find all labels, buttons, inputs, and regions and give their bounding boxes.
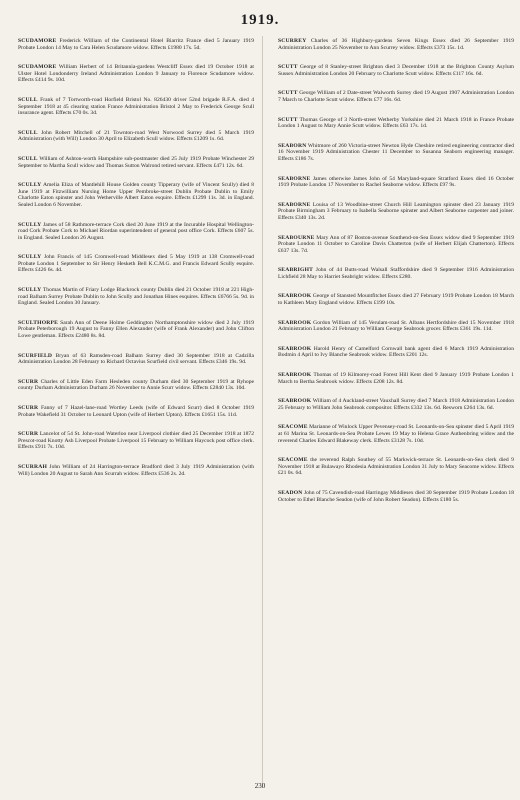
register-entry	[278, 372, 514, 385]
register-entry	[278, 398, 514, 411]
entry-surname: SCULLY	[18, 287, 42, 294]
entry-text: Louisa of 13 Woodbine-street Church Hill Leamington spinster died 23 January 1919 Probate Birmingham 3 February to Isabella Seaborne spinster and Albert Seaborne carpenter and joiner. Effects £340 13s. 2d.	[278, 201, 514, 221]
register-entry	[18, 464, 254, 477]
register-entry	[18, 320, 254, 340]
entry-text: the reverend Ralph Southey of 55 Markwick-terrace St. Leonards-on-Sea clerk died 9 November 1918 at Bulawayo Rhodesia Administration London 31 July to Mary Seacome widow. Effects £21 0s. 6d.	[278, 457, 514, 477]
register-entry	[18, 130, 254, 143]
register-entry	[18, 431, 254, 451]
entry-text: Bryan of 63 Ramsden-road Balham Surrey died 30 September 1918 at Cadzilla Administration London 28 February to Richard Octavius Scurfield civil servant. Effects £346 19s. 9d.	[18, 352, 255, 366]
register-entry	[278, 457, 514, 477]
register-entry	[18, 222, 254, 242]
entry-text: John of 75 Cavendish-road Harringay Middlesex died 30 September 1919 Probate London 18 October to Ethel Blanche Seadon (wife of John Robert Seadon). Effects £180 5s.	[278, 489, 514, 503]
entry-text: Whitmore of 260 Victoria-street Newton Hyde Cheshire retired engineering contractor died 16 November 1919 Administration Chester 11 December to Susanna Seaborn engineering manager. Effects £186 7s.	[278, 142, 514, 162]
register-entry	[18, 64, 254, 84]
entry-surname: SCURR	[18, 378, 39, 385]
entry-surname: SEACOME	[278, 457, 308, 464]
entry-text: Amelia Eliza of Mantlehill House Golden county Tipperary (wife of Vincent Scully) died 8 June 1919 at Fitzwilliam Nursing Home Upper Pembroke-street Dublin Probate Dublin to Emily Charlotte Eaton spinster and John Wetherville Albert Eaton esquire. Effects £1299 11s. 3d. in England. Sealed London 6 November.	[18, 182, 255, 208]
entry-text: William of 4 Auckland-street Vauxhall Surrey died 7 March 1918 Administration London 25 February to William John Seabrook compositor. Effects £332 13s. 6d. Resworn £264 13s. 6d.	[278, 398, 514, 411]
entry-text: Charles of 36 Highbury-gardens Seven Kings Essex died 26 September 1919 Administration London 25 November to Ann Scurrey widow. Effects £373 15s. 1d.	[278, 38, 514, 51]
entry-surname: SCUTT	[278, 64, 298, 71]
entry-text: George of Stansted Mountfitchet Essex died 27 February 1919 Probate London 18 March to Kathleen Mary England widow. Effects £199 10s.	[278, 293, 514, 307]
entry-surname: SCUTT	[278, 90, 298, 97]
entry-text: Gordon William of 145 Verulam-road St. Albans Hertfordshire died 15 November 1918 Administration London 21 February to William George Seabrook grocer. Effects £361 19s. 11d.	[278, 319, 514, 333]
entry-text: Thomas of 19 Kilmorey-road Forest Hill Kent died 9 January 1919 Probate London 1 March to Bertha Seabrook widow. Effects £208 12s. 8d.	[278, 372, 514, 385]
entry-surname: SEABROOK	[278, 293, 312, 300]
register-entry	[18, 156, 254, 169]
register-entry	[278, 38, 514, 51]
entry-text: Thomas Martin of Friary Lodge Blackrock county Dublin died 21 October 1918 at 221 High-road Balham Surrey Probate Dublin to John Scully and Jonathan Hines esquires. Effects £6766 5s. 9d. in England. Sealed London 30 January.	[18, 287, 254, 307]
entry-text: John Francis of 145 Cromwell-road Middlesex died 5 May 1919 at 138 Cromwell-road Probate London 1 September to Sir Henry Hesketh Bell K.C.M.G. and Francis Edward Scully esquire. Effects £426 6s. 4d.	[18, 254, 254, 274]
entry-surname: SEABROOK	[278, 319, 312, 326]
register-entry	[18, 353, 254, 366]
entry-text: Charles of Little Eden Farm Hesleden county Durham died 30 September 1919 at Ryhope county Durham Administration Durham 26 November to Annie Scurr widow. Effects £2840 13s. 10d.	[18, 378, 254, 392]
entry-text: George of 8 Stanley-street Brighton died 3 December 1918 at the Brighton County Asylum Sussex Administration London 20 February to Charlotte Scutt widow. Effects £117 16s. 6d.	[278, 64, 514, 77]
entry-surname: SCULL	[18, 96, 38, 103]
entry-surname: SEABROOK	[278, 345, 312, 352]
page-number: 230	[254, 782, 266, 790]
register-entry	[18, 379, 254, 392]
register-entry	[18, 97, 254, 117]
entry-surname: SCUTT	[278, 116, 298, 123]
register-entry	[278, 64, 514, 77]
entry-surname: SEADON	[278, 489, 303, 496]
register-entry	[18, 254, 254, 274]
entry-surname: SCUDAMORE	[18, 38, 57, 44]
entry-text: William of Ashton-worth Hampshire sub-postmaster died 25 July 1919 Probate Winchester 29 September to Martha Scull widow and Thomas Sutton Walrond retired servant. Effects £471 12s. 6d.	[18, 155, 254, 169]
entry-text: Lancelot of 54 St. John-road Waterloo near Liverpool clothier died 25 December 1918 at 1872 Prescot-road Knotty Ash Liverpool Probate Liverpool 15 February to William Haycock post office clerk. Effects £911 7s. 10d.	[18, 431, 254, 451]
entry-surname: SCULL	[18, 129, 38, 136]
entry-text: Sarah Ann of Deene Holme Geddington Northamptonshire widow died 2 July 1919 Probate Peterborough 19 August to Fanny Ellen Alexander (wife of Frank Alexander) and John Clifton Lowe gentleman. Effects £2480 8s. 8d.	[18, 319, 254, 340]
register-entry	[18, 287, 254, 307]
entry-surname: SCULLY	[18, 182, 42, 189]
register-entry	[18, 405, 254, 418]
entry-text: Thomas George of 3 North-street Wetherby Yorkshire died 21 March 1918 in France Probate London 1 August to Mary Annie Scutt widow. Effects £63 17s. 1d.	[278, 116, 514, 130]
entry-text: Frank of 7 Tortworth-road Horfield Bristol No. 826430 driver 52nd brigade R.F.A. died 4 September 1918 at 45 clearing station France Administration Bristol 2 May to Frederick George Scull insurance agent. Effects £70 0s. 3d.	[18, 96, 254, 117]
entry-surname: SEABROOK	[278, 398, 312, 405]
register-entry	[18, 182, 254, 208]
right-column	[278, 38, 514, 516]
entry-surname: SCURR	[18, 405, 39, 411]
entry-text: Marianne of Winlock Upper Pevensey-road St. Leonards-on-Sea spinster died 5 April 1919 at 61 Marina St. Leonards-on-Sea Probate Lewes 19 May to Helena Grace Authenbring widow and the reverend Charles Edward Blakeway clerk. Effects £3128 7s. 10d.	[278, 424, 514, 444]
entry-text: William Herbert of 14 Britannia-gardens Westcliff Essex died 19 October 1918 at Ulster Hotel Londonderry Ireland Administration London 9 January to Florence Scudamore widow. Effects £414 9s. 10d.	[18, 64, 254, 84]
register-entry	[278, 293, 514, 306]
entry-text: John Robert Mitchell of 21 Townton-road West Norwood Surrey died 5 March 1919 Administration (with Will) London 30 April to Elizabeth Scull widow. Effects £1209 1s. 6d.	[18, 129, 254, 143]
entry-text: Fanny of 7 Hazel-lane-road Wortley Leeds (wife of Edward Scurr) died 8 October 1919 Probate Wakefield 31 October to Leonard Upton (wife of Herbert Upton). Effects £1651 15s. 11d.	[18, 405, 255, 418]
entry-surname: SCURREY	[278, 38, 307, 44]
page-year-heading: 1919.	[240, 12, 280, 28]
entry-text: James of 58 Rathmore-terrace Cork died 20 June 1919 at the Incurable Hospital Wellington-road Cork Probate Cork to Michael Riordan superintendent of general post office Cork. Effects £607 5s. in England. Sealed London 26 August.	[18, 221, 254, 241]
entry-surname: SCULLY	[18, 254, 42, 261]
register-entry	[278, 267, 514, 280]
entry-text: George William of 2 Date-street Walworth Surrey died 19 August 1907 Administration London 7 March to Charlotte Scutt widow. Effects £77 16s. 6d.	[278, 90, 514, 103]
register-entry	[18, 38, 254, 51]
entry-surname: SEABROOK	[278, 372, 312, 379]
entry-surname: SCUDAMORE	[18, 64, 57, 71]
register-entry	[278, 202, 514, 222]
entry-text: Mary Ann of 87 Boston-avenue Southend-on-Sea Essex widow died 9 September 1919 Probate London 11 October to Caroline Davis Chatterton (wife of Herbert Elijah Chatterton). Effects £637 13s. 7d.	[278, 234, 514, 254]
register-entry	[278, 143, 514, 163]
entry-surname: SEABORNE	[278, 175, 311, 182]
register-entry	[278, 490, 514, 503]
entry-surname: SCULL	[18, 155, 38, 162]
register-entry	[278, 320, 514, 333]
left-column	[18, 38, 254, 490]
entry-surname: SCULTHORPE	[18, 319, 59, 326]
entry-surname: SEACOME	[278, 424, 308, 431]
entry-surname: SCULLY	[18, 221, 42, 228]
register-entry	[278, 90, 514, 103]
entry-surname: SCURR	[18, 431, 39, 438]
entry-surname: SEABOURNE	[278, 234, 315, 241]
entry-surname: SCURRAH	[18, 463, 48, 470]
register-entry	[278, 346, 514, 359]
entry-surname: SEABORN	[278, 142, 307, 149]
entry-text: Harold Henry of Camelford Cornwall bank agent died 6 March 1919 Administration Bodmin 4 April to Ivy Blanche Seabrook widow. Effects £201 12s.	[278, 345, 514, 359]
register-entry	[278, 235, 514, 255]
entry-surname: SEABORNE	[278, 201, 311, 208]
register-entry	[278, 424, 514, 444]
entry-surname: SCURFIELD	[18, 352, 53, 359]
entry-text: John of 44 Butts-road Walsall Staffordshire died 9 September 1916 Administration Lichfield 28 May to Harriet Seabright widow. Effects £280.	[278, 267, 515, 280]
register-entry	[278, 176, 514, 189]
register-entry	[278, 117, 514, 130]
entry-text: James otherwise James John of 54 Maryland-square Stratford Essex died 16 October 1919 Probate London 17 November to Rachel Seaborne widow. Effects £97 9s.	[278, 175, 514, 189]
column-divider	[262, 36, 263, 788]
entry-text: John William of 24 Harrington-terrace Bradford died 3 July 1919 Administration (with Will) London 20 August to Sarah Ann Scurrah widow. Effects £536 2s. 2d.	[18, 463, 255, 477]
entry-text: Frederick William of the Continental Hotel Biarritz France died 5 January 1919 Probate London 14 May to Cara Helen Scudamore widow. Effects £1980 17s. 5d.	[18, 38, 255, 51]
entry-surname: SEABRIGHT	[278, 267, 314, 274]
